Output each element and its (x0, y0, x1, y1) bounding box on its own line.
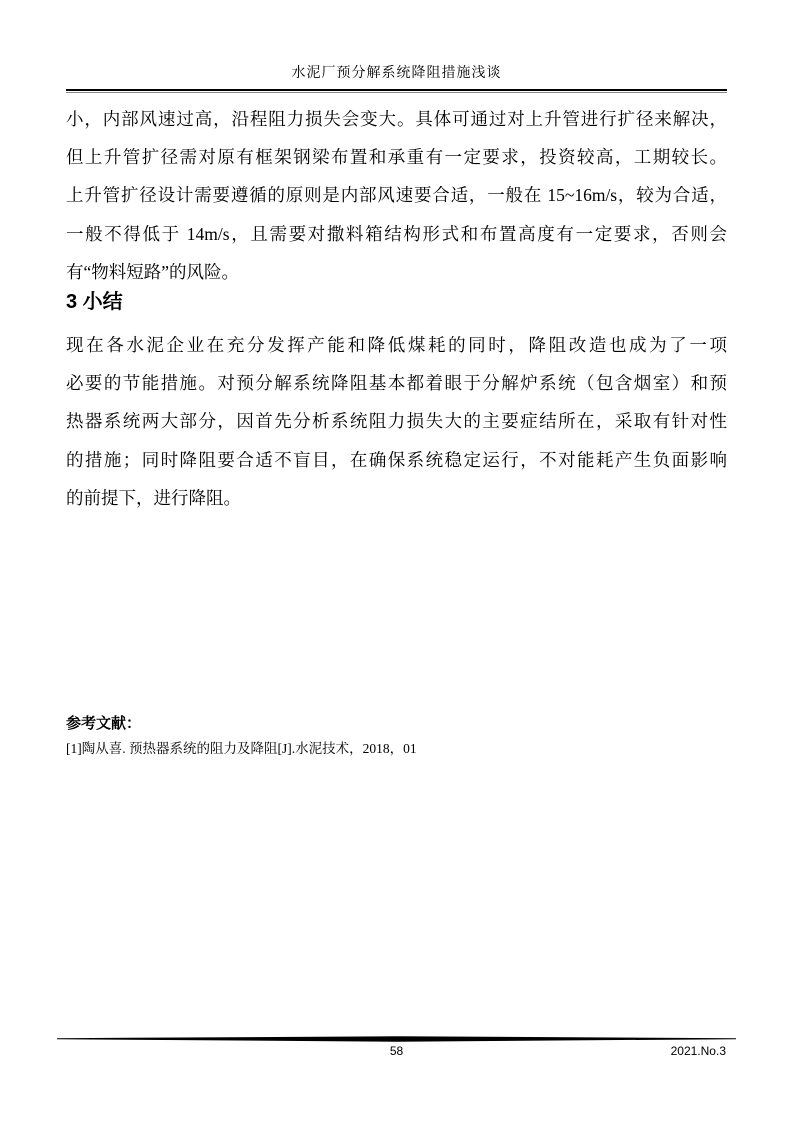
text-line: 现在各水泥企业在充分发挥产能和降低煤耗的同时，降阻改造也成为了一项 (66, 335, 727, 356)
header-rule-thick-line (66, 89, 727, 91)
text-line: 必要的节能措施。对预分解系统降阻基本都着眼于分解炉系统（包含烟室）和预 (66, 373, 727, 394)
references-heading: 参考文献： (66, 715, 142, 732)
text-line: 有“物料短路”的风险。 (66, 261, 240, 282)
section-heading-summary: 3 小结 (66, 291, 123, 314)
page-footer (57, 1036, 736, 1059)
body-paragraph-summary (66, 326, 727, 517)
reference-item: [1]陶从喜. 预热器系统的阻力及降阻[J].水泥技术，2018，01 (66, 741, 417, 756)
text-line: 热器系统两大部分，因首先分析系统阻力损失大的主要症结所在，采取有针对性 (66, 411, 727, 432)
running-header-title: 水泥厂预分解系统降阻措施浅谈 (291, 66, 502, 81)
text-line: 的措施；同时降阻要合适不盲目，在确保系统稳定运行，不对能耗产生负面影响 (66, 449, 727, 470)
page-number: 58 (389, 1044, 404, 1058)
text-line: 一般不得低于 14m/s，且需要对撒料箱结构形式和布置高度有一定要求，否则会 (66, 223, 727, 244)
footer-tapered-rule (57, 1036, 736, 1042)
issue-label: 2021.No.3 (670, 1044, 726, 1058)
page-header (66, 0, 727, 93)
references-section (66, 712, 727, 760)
header-rule (66, 89, 727, 93)
text-line: 但上升管扩径需对原有框架钢梁布置和承重有一定要求，投资较高，工期较长。 (66, 147, 727, 168)
text-line: 小，内部风速过高，沿程阻力损失会变大。具体可通过对上升管进行扩径来解决， (66, 109, 727, 129)
body-paragraph-continuation (66, 100, 727, 291)
text-line: 上升管扩径设计需要遵循的原则是内部风速要合适，一般在 15~16m/s，较为合适， (66, 185, 727, 206)
page-content (66, 0, 727, 756)
text-line: 的前提下，进行降阻。 (66, 487, 241, 508)
footer-text-row (57, 1044, 736, 1059)
header-rule-thin-line (66, 92, 727, 93)
references-list (66, 738, 727, 760)
